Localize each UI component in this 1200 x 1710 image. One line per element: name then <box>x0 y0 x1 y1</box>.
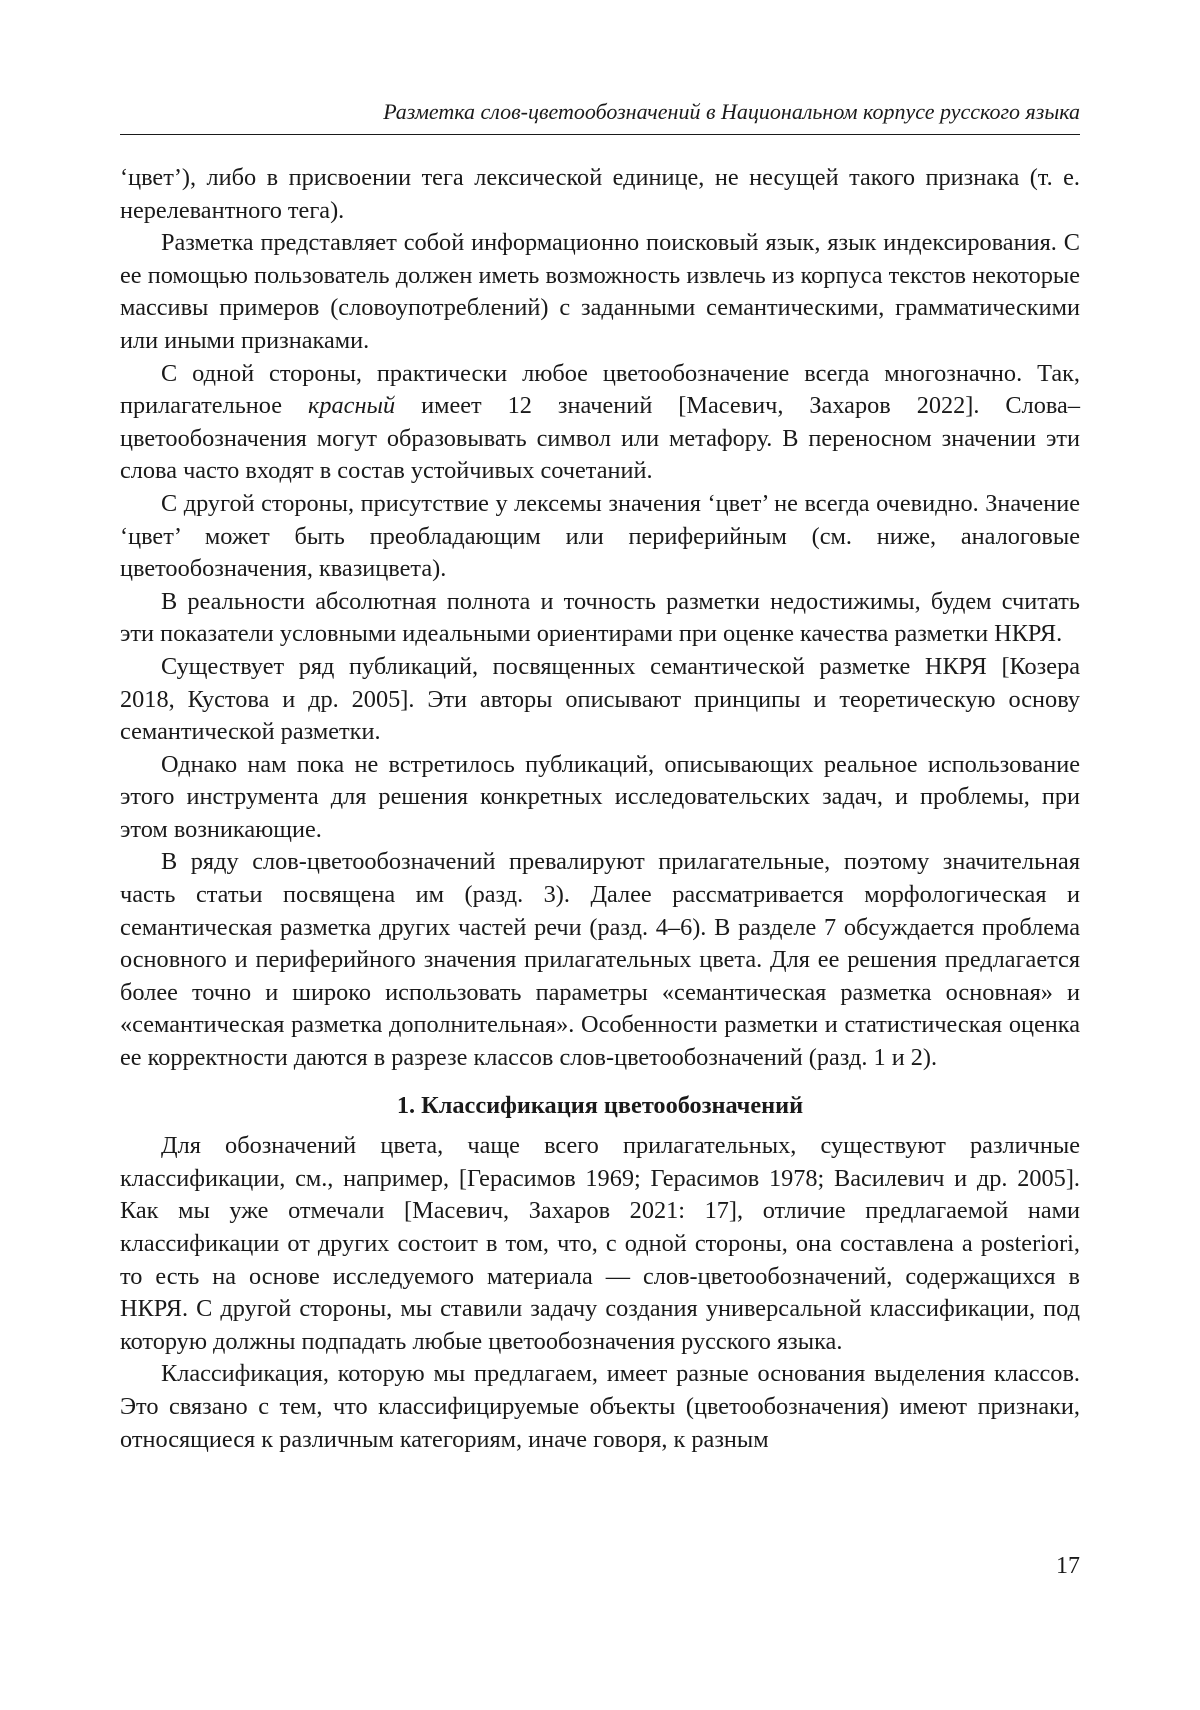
running-head: Разметка слов-цветообозначений в Национальном корпусе русского языка <box>383 99 1080 124</box>
paragraph: ‘цвет’), либо в присвоении тега лексической единице, не несущей такого признака (т. е. нерелевантного тега). <box>120 164 1080 224</box>
paragraph: Существует ряд публикаций, посвященных семантической разметке НКРЯ [Козера 2018, Кустова и др. 2005]. Эти авторы описывают принципы и теоретическую основу семантической разметки. <box>120 652 1080 746</box>
paragraph: С другой стороны, присутствие у лексемы значения ‘цвет’ не всегда очевидно. Значение ‘цвет’ может быть преобладающим или периферийным (см. ниже, аналоговые цветообозначения, квазицвета). <box>120 489 1080 583</box>
page-number: 17 <box>1056 1553 1080 1579</box>
italic-term: красный <box>308 392 396 420</box>
section-heading: 1. Классификация цветообозначений <box>396 1091 804 1119</box>
header-rule <box>120 134 1080 135</box>
article-body <box>120 162 1080 1456</box>
paragraph: Однако нам пока не встретилось публикаций, описывающих реальное использование этого инструмента для решения конкретных исследовательских задач, и проблемы, при этом возникающие. <box>120 750 1080 843</box>
paragraph: Для обозначений цвета, чаще всего прилагательных, существуют различные классификации, см., например, [Герасимов 1969; Герасимов 1978; Василевич и др. 2005]. Как мы уже отмечали [Масевич, Захаров 2021: 17], отличие предлагаемой нами классификации от других состоит в том, что, с одной стороны, она составлена a posteriori, то есть на основе исследуемого материала — слов-цветообозначений, содержащихся в НКРЯ. С другой стороны, мы ставили задачу создания универсальной классификации, под которую должны подпадать любые цветообозначения русского языка. <box>120 1132 1080 1355</box>
paragraph: Разметка представляет собой информационно поисковый язык, язык индексирования. С ее помощью пользователь должен иметь возможность извлечь из корпуса текстов некоторые массивы примеров (словоупотреблений) с заданными семантическими, грамматическими или иными признаками. <box>120 229 1080 354</box>
paragraph-text: имеет 12 значений [Масевич, Захаров 2022]. Слова–цветообозначения могут образовывать символ или метафору. В переносном значении эти слова часто входят в состав устойчивых сочетаний. <box>120 392 1080 485</box>
paragraph <box>120 358 1080 488</box>
paragraph: Классификация, которую мы предлагаем, имеет разные основания выделения классов. Это связано с тем, что классифицируемые объекты (цветообозначения) имеют признаки, относящиеся к различным категориям, иначе говоря, к разным <box>120 1360 1080 1453</box>
paragraph: В реальности абсолютная полнота и точность разметки недостижимы, будем считать эти показатели условными идеальными ориентирами при оценке качества разметки НКРЯ. <box>120 587 1080 648</box>
paragraph-text: С одной стороны, практически любое цветообозначение всегда многозначно. Так, прилагательное <box>120 359 1080 420</box>
paragraph: В ряду слов-цветообозначений превалируют прилагательные, поэтому значительная часть статьи посвящена им (разд. 3). Далее рассматривается морфологическая и семантическая разметка других частей речи (разд. 4–6). В разделе 7 обсуждается проблема основного и периферийного значения прилагательных цвета. Для ее решения предлагается более точно и широко использовать параметры «семантическая разметка основная» и «семантическая разметка дополнительная». Особенности разметки и статистическая оценка ее корректности даются в разрезе классов слов-цветообозначений (разд. 1 и 2). <box>120 848 1080 1072</box>
